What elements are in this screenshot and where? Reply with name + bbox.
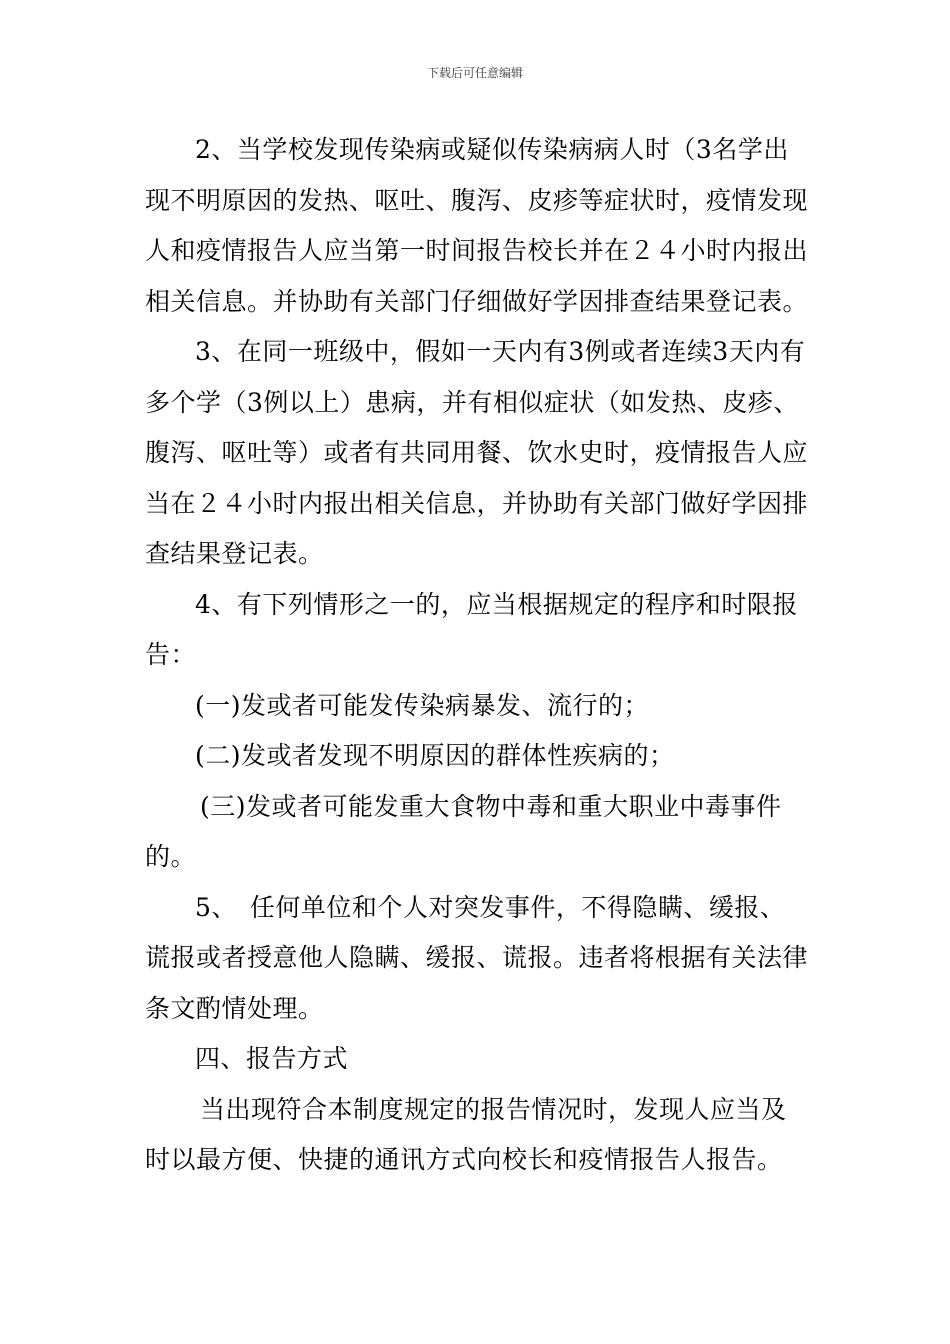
page-header-note: 下载后可任意编辑 bbox=[426, 66, 523, 80]
paragraph-item-5: 5、 任何单位和个人对突发事件，不得隐瞒、缓报、谎报或者授意他人隐瞒、缓报、谎报。违者将根据有关法律条文酌情处理。 bbox=[145, 892, 809, 1023]
paragraph-item-2: 2、当学校发现传染病或疑似传染病病人时（3名学出现不明原因的发热、呕吐、腹泻、皮疹等症状时，疫情发现人和疫情报告人应当第一时间报告校长并在２４小时内报出相关信息。并协助有关部门仔细做好学因排查结果登记表。 bbox=[145, 135, 809, 316]
section-heading-report-method: 四、报告方式 bbox=[195, 1044, 349, 1073]
document-body bbox=[145, 125, 810, 1186]
list-item-1: (一)发或者可能发传染病暴发、流行的； bbox=[195, 690, 650, 720]
list-item-2: (二)发或者发现不明原因的群体性疾病的； bbox=[195, 741, 675, 770]
paragraph-report-method: 当出现符合本制度规定的报告情况时，发现人应当及时以最方便、快捷的通讯方式向校长和疫情报告人报告。 bbox=[145, 1094, 787, 1174]
paragraph-item-3: 3、在同一班级中，假如一天内有3例或者连续3天内有多个学（3例以上）患病，并有相似症状（如发热、皮疹、腹泻、呕吐等）或者有共同用餐、饮水史时，疫情报告人应当在２４小时内报出相关信息，并协助有关部门做好学因排查结果登记表。 bbox=[145, 337, 809, 568]
paragraph-item-4: 4、有下列情形之一的，应当根据规定的程序和时限报告： bbox=[145, 589, 798, 669]
list-item-3: (三)发或者可能发重大食物中毒和重大职业中毒事件的。 bbox=[145, 791, 782, 871]
